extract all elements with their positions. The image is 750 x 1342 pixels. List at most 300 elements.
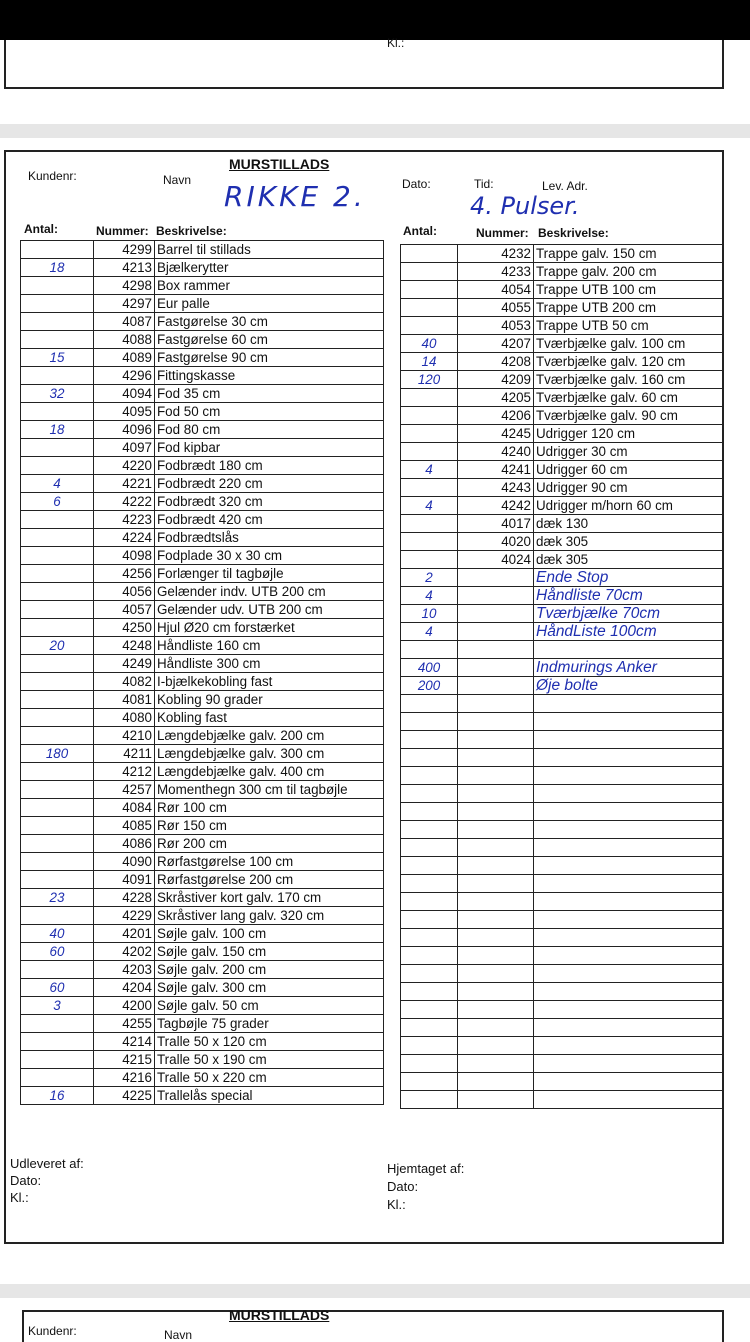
right-table-row bbox=[401, 947, 723, 965]
left-antal-cell: 4 bbox=[21, 475, 94, 493]
left-antal-cell: 6 bbox=[21, 493, 94, 511]
left-table-row bbox=[21, 1069, 384, 1087]
right-antal-cell bbox=[401, 1001, 458, 1019]
left-table-row bbox=[21, 619, 384, 637]
left-nummer-cell: 4225 bbox=[94, 1087, 155, 1105]
right-table-row bbox=[401, 713, 723, 731]
left-table-row bbox=[21, 835, 384, 853]
right-beskrivelse-cell: Udrigger 30 cm bbox=[534, 443, 723, 461]
right-table-row bbox=[401, 1037, 723, 1055]
left-table-row bbox=[21, 997, 384, 1015]
left-table-row bbox=[21, 367, 384, 385]
left-nummer-cell: 4216 bbox=[94, 1069, 155, 1087]
right-nummer-cell bbox=[458, 1037, 534, 1055]
right-beskrivelse-cell bbox=[534, 965, 723, 983]
right-table-row bbox=[401, 605, 723, 623]
left-beskrivelse-cell: Fodbrædt 320 cm bbox=[155, 493, 384, 511]
right-nummer-cell: 4054 bbox=[458, 281, 534, 299]
left-table-row bbox=[21, 349, 384, 367]
left-table-row bbox=[21, 655, 384, 673]
right-nummer-cell bbox=[458, 929, 534, 947]
left-table-row bbox=[21, 781, 384, 799]
left-beskrivelse-cell: Eur palle bbox=[155, 295, 384, 313]
left-beskrivelse-cell: Søjle galv. 200 cm bbox=[155, 961, 384, 979]
right-table-row bbox=[401, 857, 723, 875]
right-table-row bbox=[401, 317, 723, 335]
right-nummer-cell bbox=[458, 587, 534, 605]
left-table-row bbox=[21, 259, 384, 277]
left-nummer-cell: 4211 bbox=[94, 745, 155, 763]
right-antal-cell bbox=[401, 263, 458, 281]
right-col-beskrivelse-header: Beskrivelse: bbox=[538, 226, 609, 240]
left-beskrivelse-cell: Hjul Ø20 cm forstærket bbox=[155, 619, 384, 637]
left-antal-cell bbox=[21, 817, 94, 835]
right-beskrivelse-cell bbox=[534, 875, 723, 893]
left-beskrivelse-cell: Søjle galv. 150 cm bbox=[155, 943, 384, 961]
right-beskrivelse-cell: Øje bolte bbox=[534, 677, 723, 695]
right-beskrivelse-cell: Udrigger 60 cm bbox=[534, 461, 723, 479]
left-antal-cell bbox=[21, 673, 94, 691]
left-beskrivelse-cell: Fastgørelse 30 cm bbox=[155, 313, 384, 331]
left-nummer-cell: 4255 bbox=[94, 1015, 155, 1033]
right-nummer-cell bbox=[458, 731, 534, 749]
left-antal-cell bbox=[21, 763, 94, 781]
left-antal-cell bbox=[21, 781, 94, 799]
left-antal-cell: 40 bbox=[21, 925, 94, 943]
left-beskrivelse-cell: Fod 35 cm bbox=[155, 385, 384, 403]
left-antal-cell bbox=[21, 439, 94, 457]
right-beskrivelse-cell: Ende Stop bbox=[534, 569, 723, 587]
left-table-row bbox=[21, 493, 384, 511]
right-nummer-cell: 4243 bbox=[458, 479, 534, 497]
right-antal-cell bbox=[401, 281, 458, 299]
right-table-row bbox=[401, 983, 723, 1001]
left-beskrivelse-cell: Forlænger til tagbøjle bbox=[155, 565, 384, 583]
left-nummer-cell: 4229 bbox=[94, 907, 155, 925]
right-table-row bbox=[401, 785, 723, 803]
right-antal-cell bbox=[401, 911, 458, 929]
left-table-row bbox=[21, 277, 384, 295]
right-beskrivelse-cell: HåndListe 100cm bbox=[534, 623, 723, 641]
hjemtaget-label: Hjemtaget af: bbox=[387, 1161, 465, 1176]
left-antal-cell bbox=[21, 565, 94, 583]
page-gap-2 bbox=[0, 1284, 750, 1298]
left-beskrivelse-cell: Håndliste 160 cm bbox=[155, 637, 384, 655]
left-nummer-cell: 4256 bbox=[94, 565, 155, 583]
left-beskrivelse-cell: Fodplade 30 x 30 cm bbox=[155, 547, 384, 565]
left-beskrivelse-cell: Fodbrædtslås bbox=[155, 529, 384, 547]
right-table-row bbox=[401, 515, 723, 533]
right-nummer-cell bbox=[458, 857, 534, 875]
left-beskrivelse-cell: Rørfastgørelse 100 cm bbox=[155, 853, 384, 871]
page-gap-1 bbox=[0, 124, 750, 138]
left-nummer-cell: 4086 bbox=[94, 835, 155, 853]
right-nummer-cell bbox=[458, 785, 534, 803]
right-table-row bbox=[401, 551, 723, 569]
right-beskrivelse-cell: dæk 305 bbox=[534, 551, 723, 569]
left-nummer-cell: 4228 bbox=[94, 889, 155, 907]
left-nummer-cell: 4248 bbox=[94, 637, 155, 655]
right-table-row bbox=[401, 659, 723, 677]
right-beskrivelse-cell bbox=[534, 1037, 723, 1055]
left-table-row bbox=[21, 889, 384, 907]
hjemtaget-dato-label: Dato: bbox=[387, 1179, 419, 1194]
right-table-row bbox=[401, 965, 723, 983]
left-beskrivelse-cell: Søjle galv. 50 cm bbox=[155, 997, 384, 1015]
left-nummer-cell: 4257 bbox=[94, 781, 155, 799]
right-beskrivelse-cell bbox=[534, 1019, 723, 1037]
right-table-row bbox=[401, 461, 723, 479]
right-beskrivelse-cell bbox=[534, 929, 723, 947]
left-antal-cell bbox=[21, 727, 94, 745]
left-antal-cell: 32 bbox=[21, 385, 94, 403]
left-antal-cell: 15 bbox=[21, 349, 94, 367]
next-navn-label: Navn bbox=[164, 1328, 193, 1342]
right-beskrivelse-cell bbox=[534, 1055, 723, 1073]
right-antal-cell bbox=[401, 443, 458, 461]
left-nummer-cell: 4200 bbox=[94, 997, 155, 1015]
left-nummer-cell: 4223 bbox=[94, 511, 155, 529]
tid-value: 4. Pulser. bbox=[470, 192, 580, 220]
navn-label: Navn bbox=[163, 173, 192, 187]
left-table-row bbox=[21, 673, 384, 691]
right-nummer-cell bbox=[458, 893, 534, 911]
left-nummer-cell: 4220 bbox=[94, 457, 155, 475]
right-antal-cell bbox=[401, 317, 458, 335]
right-antal-cell bbox=[401, 731, 458, 749]
left-antal-cell bbox=[21, 871, 94, 889]
hjemtaget-kl-label: Kl.: bbox=[387, 1197, 406, 1212]
left-table-row bbox=[21, 1033, 384, 1051]
right-nummer-cell: 4020 bbox=[458, 533, 534, 551]
right-table-row bbox=[401, 569, 723, 587]
left-antal-cell bbox=[21, 709, 94, 727]
left-antal-cell bbox=[21, 655, 94, 673]
right-col-nummer-header: Nummer: bbox=[476, 226, 529, 240]
right-antal-cell bbox=[401, 929, 458, 947]
right-nummer-cell bbox=[458, 569, 534, 587]
right-beskrivelse-cell: Trappe UTB 50 cm bbox=[534, 317, 723, 335]
right-antal-cell bbox=[401, 749, 458, 767]
left-antal-cell bbox=[21, 907, 94, 925]
left-antal-cell bbox=[21, 277, 94, 295]
right-table-row bbox=[401, 839, 723, 857]
right-beskrivelse-cell bbox=[534, 1091, 723, 1109]
left-table-row bbox=[21, 583, 384, 601]
right-antal-cell bbox=[401, 407, 458, 425]
left-beskrivelse-cell: Fodbrædt 180 cm bbox=[155, 457, 384, 475]
right-nummer-cell bbox=[458, 821, 534, 839]
left-beskrivelse-cell: Skråstiver lang galv. 320 cm bbox=[155, 907, 384, 925]
left-table-row bbox=[21, 601, 384, 619]
right-table-row bbox=[401, 731, 723, 749]
right-beskrivelse-cell bbox=[534, 767, 723, 785]
right-nummer-cell bbox=[458, 623, 534, 641]
left-table-row bbox=[21, 727, 384, 745]
udleveret-kl-label: Kl.: bbox=[10, 1190, 29, 1205]
right-table-row bbox=[401, 533, 723, 551]
right-table-row bbox=[401, 821, 723, 839]
left-table-row bbox=[21, 871, 384, 889]
left-table-row bbox=[21, 1087, 384, 1105]
right-antal-cell bbox=[401, 839, 458, 857]
right-beskrivelse-cell bbox=[534, 821, 723, 839]
right-beskrivelse-cell: Tværbjælke galv. 100 cm bbox=[534, 335, 723, 353]
left-col-nummer-header: Nummer: bbox=[96, 224, 149, 238]
right-items-table bbox=[400, 244, 723, 1109]
left-nummer-cell: 4296 bbox=[94, 367, 155, 385]
right-antal-cell bbox=[401, 479, 458, 497]
left-table-row bbox=[21, 403, 384, 421]
navn-value: RIKKE 2. bbox=[224, 180, 366, 213]
right-table-row bbox=[401, 893, 723, 911]
left-antal-cell bbox=[21, 853, 94, 871]
right-table-row bbox=[401, 587, 723, 605]
left-antal-cell bbox=[21, 331, 94, 349]
right-antal-cell bbox=[401, 533, 458, 551]
right-nummer-cell: 4053 bbox=[458, 317, 534, 335]
right-beskrivelse-cell: dæk 305 bbox=[534, 533, 723, 551]
right-table-row bbox=[401, 443, 723, 461]
right-nummer-cell bbox=[458, 983, 534, 1001]
right-antal-cell bbox=[401, 983, 458, 1001]
left-beskrivelse-cell: Box rammer bbox=[155, 277, 384, 295]
right-antal-cell: 10 bbox=[401, 605, 458, 623]
left-antal-cell bbox=[21, 529, 94, 547]
prev-kl-label: Kl.: bbox=[387, 36, 405, 50]
right-nummer-cell bbox=[458, 677, 534, 695]
left-antal-cell bbox=[21, 1015, 94, 1033]
right-table-row bbox=[401, 245, 723, 263]
left-nummer-cell: 4224 bbox=[94, 529, 155, 547]
left-antal-cell bbox=[21, 1051, 94, 1069]
right-antal-cell bbox=[401, 893, 458, 911]
right-antal-cell bbox=[401, 803, 458, 821]
left-table-row bbox=[21, 313, 384, 331]
left-beskrivelse-cell: Fod kipbar bbox=[155, 439, 384, 457]
right-table-row bbox=[401, 1091, 723, 1109]
left-nummer-cell: 4215 bbox=[94, 1051, 155, 1069]
right-table-row bbox=[401, 1055, 723, 1073]
left-col-antal-header: Antal: bbox=[24, 222, 58, 236]
right-nummer-cell bbox=[458, 1001, 534, 1019]
left-table-row bbox=[21, 1015, 384, 1033]
left-antal-cell bbox=[21, 241, 94, 259]
left-nummer-cell: 4087 bbox=[94, 313, 155, 331]
left-table-row bbox=[21, 241, 384, 259]
left-beskrivelse-cell: Fastgørelse 60 cm bbox=[155, 331, 384, 349]
right-antal-cell bbox=[401, 965, 458, 983]
left-table-row bbox=[21, 943, 384, 961]
udleveret-dato-label: Dato: bbox=[10, 1173, 42, 1188]
left-antal-cell: 60 bbox=[21, 943, 94, 961]
left-nummer-cell: 4203 bbox=[94, 961, 155, 979]
right-table-row bbox=[401, 875, 723, 893]
left-table-row bbox=[21, 961, 384, 979]
right-beskrivelse-cell: Tværbjælke galv. 90 cm bbox=[534, 407, 723, 425]
lev-adr-label: Lev. Adr. bbox=[542, 179, 588, 193]
right-table-row bbox=[401, 803, 723, 821]
right-antal-cell: 2 bbox=[401, 569, 458, 587]
left-beskrivelse-cell: Fod 80 cm bbox=[155, 421, 384, 439]
right-antal-cell bbox=[401, 875, 458, 893]
left-antal-cell bbox=[21, 583, 94, 601]
right-antal-cell: 400 bbox=[401, 659, 458, 677]
right-antal-cell bbox=[401, 551, 458, 569]
right-antal-cell: 40 bbox=[401, 335, 458, 353]
right-beskrivelse-cell bbox=[534, 983, 723, 1001]
left-antal-cell: 180 bbox=[21, 745, 94, 763]
left-nummer-cell: 4221 bbox=[94, 475, 155, 493]
left-antal-cell bbox=[21, 457, 94, 475]
left-nummer-cell: 4299 bbox=[94, 241, 155, 259]
left-beskrivelse-cell: Gelænder udv. UTB 200 cm bbox=[155, 601, 384, 619]
right-nummer-cell bbox=[458, 713, 534, 731]
left-antal-cell bbox=[21, 619, 94, 637]
left-beskrivelse-cell: Tagbøjle 75 grader bbox=[155, 1015, 384, 1033]
left-table-row bbox=[21, 1051, 384, 1069]
left-nummer-cell: 4201 bbox=[94, 925, 155, 943]
left-beskrivelse-cell: Fodbrædt 420 cm bbox=[155, 511, 384, 529]
right-nummer-cell bbox=[458, 803, 534, 821]
left-nummer-cell: 4085 bbox=[94, 817, 155, 835]
left-antal-cell: 18 bbox=[21, 259, 94, 277]
right-antal-cell bbox=[401, 245, 458, 263]
right-beskrivelse-cell bbox=[534, 911, 723, 929]
left-nummer-cell: 4089 bbox=[94, 349, 155, 367]
left-nummer-cell: 4098 bbox=[94, 547, 155, 565]
right-nummer-cell bbox=[458, 767, 534, 785]
left-beskrivelse-cell: Tralle 50 x 120 cm bbox=[155, 1033, 384, 1051]
right-antal-cell bbox=[401, 785, 458, 803]
left-beskrivelse-cell: Trallelås special bbox=[155, 1087, 384, 1105]
right-table-row bbox=[401, 641, 723, 659]
left-beskrivelse-cell: Barrel til stillads bbox=[155, 241, 384, 259]
next-form-title: MURSTILLADS bbox=[229, 1307, 330, 1323]
left-nummer-cell: 4249 bbox=[94, 655, 155, 673]
left-antal-cell bbox=[21, 799, 94, 817]
left-nummer-cell: 4214 bbox=[94, 1033, 155, 1051]
left-beskrivelse-cell: Tralle 50 x 220 cm bbox=[155, 1069, 384, 1087]
right-nummer-cell: 4240 bbox=[458, 443, 534, 461]
left-beskrivelse-cell: Rør 100 cm bbox=[155, 799, 384, 817]
right-beskrivelse-cell: Trappe UTB 200 cm bbox=[534, 299, 723, 317]
right-nummer-cell: 4017 bbox=[458, 515, 534, 533]
right-nummer-cell: 4024 bbox=[458, 551, 534, 569]
right-beskrivelse-cell: Tværbjælke galv. 160 cm bbox=[534, 371, 723, 389]
left-table-row bbox=[21, 979, 384, 997]
left-beskrivelse-cell: Kobling fast bbox=[155, 709, 384, 727]
left-beskrivelse-cell: Skråstiver kort galv. 170 cm bbox=[155, 889, 384, 907]
right-beskrivelse-cell: Indmurings Anker bbox=[534, 659, 723, 677]
left-table-row bbox=[21, 529, 384, 547]
left-table-row bbox=[21, 907, 384, 925]
right-antal-cell: 120 bbox=[401, 371, 458, 389]
left-table-row bbox=[21, 457, 384, 475]
right-nummer-cell bbox=[458, 947, 534, 965]
left-antal-cell bbox=[21, 1033, 94, 1051]
left-antal-cell bbox=[21, 691, 94, 709]
left-nummer-cell: 4081 bbox=[94, 691, 155, 709]
left-antal-cell: 3 bbox=[21, 997, 94, 1015]
left-table-row bbox=[21, 709, 384, 727]
left-beskrivelse-cell: Søjle galv. 100 cm bbox=[155, 925, 384, 943]
right-table-row bbox=[401, 497, 723, 515]
left-beskrivelse-cell: Gelænder indv. UTB 200 cm bbox=[155, 583, 384, 601]
right-beskrivelse-cell: Trappe galv. 200 cm bbox=[534, 263, 723, 281]
right-nummer-cell bbox=[458, 749, 534, 767]
right-table-row bbox=[401, 1001, 723, 1019]
left-antal-cell: 18 bbox=[21, 421, 94, 439]
right-antal-cell bbox=[401, 821, 458, 839]
right-nummer-cell: 4241 bbox=[458, 461, 534, 479]
left-table-row bbox=[21, 475, 384, 493]
left-antal-cell bbox=[21, 295, 94, 313]
left-beskrivelse-cell: I-bjælkekobling fast bbox=[155, 673, 384, 691]
left-items-table bbox=[20, 240, 384, 1105]
left-beskrivelse-cell: Rør 200 cm bbox=[155, 835, 384, 853]
right-nummer-cell: 4232 bbox=[458, 245, 534, 263]
right-beskrivelse-cell bbox=[534, 1073, 723, 1091]
right-antal-cell bbox=[401, 767, 458, 785]
right-nummer-cell bbox=[458, 1091, 534, 1109]
left-nummer-cell: 4057 bbox=[94, 601, 155, 619]
right-table-row bbox=[401, 335, 723, 353]
right-nummer-cell: 4208 bbox=[458, 353, 534, 371]
left-col-beskrivelse-header: Beskrivelse: bbox=[156, 224, 227, 238]
left-beskrivelse-cell: Kobling 90 grader bbox=[155, 691, 384, 709]
right-table-row bbox=[401, 1073, 723, 1091]
right-table-row bbox=[401, 425, 723, 443]
right-beskrivelse-cell bbox=[534, 695, 723, 713]
left-nummer-cell: 4090 bbox=[94, 853, 155, 871]
left-table-row bbox=[21, 637, 384, 655]
right-beskrivelse-cell bbox=[534, 641, 723, 659]
left-nummer-cell: 4213 bbox=[94, 259, 155, 277]
right-table-row bbox=[401, 263, 723, 281]
right-nummer-cell bbox=[458, 1073, 534, 1091]
right-nummer-cell bbox=[458, 605, 534, 623]
right-nummer-cell bbox=[458, 1055, 534, 1073]
left-beskrivelse-cell: Længdebjælke galv. 400 cm bbox=[155, 763, 384, 781]
left-antal-cell: 20 bbox=[21, 637, 94, 655]
left-table-row bbox=[21, 565, 384, 583]
kundenr-label: Kundenr: bbox=[28, 169, 77, 183]
right-antal-cell bbox=[401, 299, 458, 317]
right-antal-cell: 4 bbox=[401, 461, 458, 479]
right-antal-cell bbox=[401, 425, 458, 443]
left-antal-cell: 60 bbox=[21, 979, 94, 997]
left-antal-cell bbox=[21, 601, 94, 619]
left-beskrivelse-cell: Fittingskasse bbox=[155, 367, 384, 385]
right-antal-cell bbox=[401, 1091, 458, 1109]
right-nummer-cell bbox=[458, 875, 534, 893]
right-antal-cell: 4 bbox=[401, 587, 458, 605]
left-table-row bbox=[21, 511, 384, 529]
right-beskrivelse-cell bbox=[534, 713, 723, 731]
left-nummer-cell: 4080 bbox=[94, 709, 155, 727]
right-antal-cell: 200 bbox=[401, 677, 458, 695]
right-beskrivelse-cell: Tværbjælke 70cm bbox=[534, 605, 723, 623]
left-table-row bbox=[21, 925, 384, 943]
left-beskrivelse-cell: Håndliste 300 cm bbox=[155, 655, 384, 673]
right-beskrivelse-cell: Tværbjælke galv. 60 cm bbox=[534, 389, 723, 407]
right-table-row bbox=[401, 749, 723, 767]
right-beskrivelse-cell: Udrigger 120 cm bbox=[534, 425, 723, 443]
left-nummer-cell: 4250 bbox=[94, 619, 155, 637]
right-nummer-cell bbox=[458, 965, 534, 983]
left-antal-cell bbox=[21, 313, 94, 331]
